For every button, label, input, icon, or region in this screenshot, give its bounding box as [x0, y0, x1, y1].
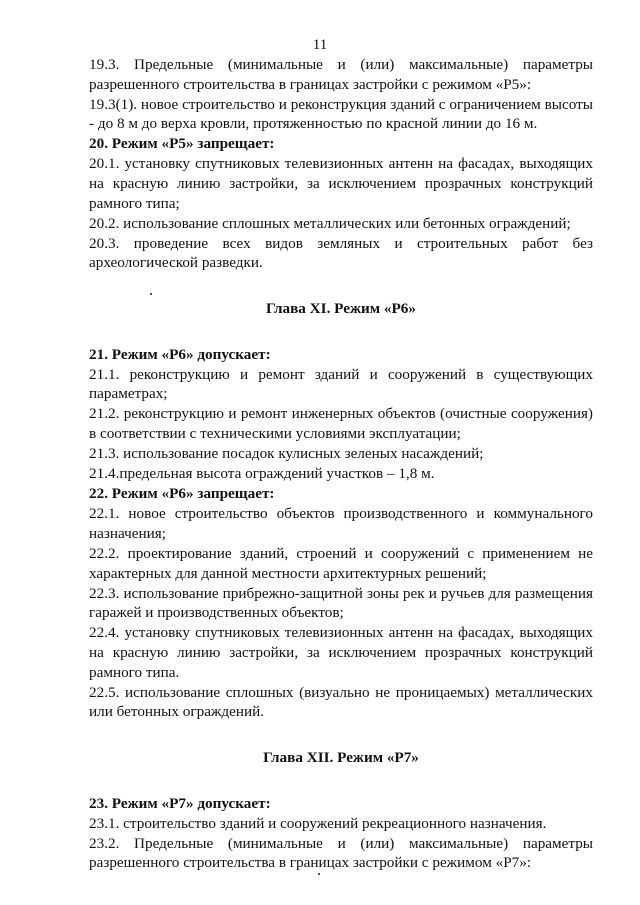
clause-21-4: 21.4.предельная высота ограждений участков – 1,8 м. — [89, 465, 435, 483]
clause-20-1: 20.1. установку спутниковых телевизионных антенн на фасадах, выходящих на красную линию застройки, за исключением прозрачных конструкций рамного типа; — [89, 155, 593, 212]
clause-19-3: 19.3. Предельные (минимальные и (или) максимальные) параметры разрешенного строительства в границах застройки с режимом «Р5»: — [89, 56, 593, 93]
clause-20-3: 20.3. проведение всех видов земляных и строительных работ без археологической разведки. — [89, 234, 593, 272]
clause-22-2: 22.2. проектирование зданий, строений и сооружений с применением не характерных для данной местности архитектурных решений; — [89, 545, 593, 582]
section-20-heading: 20. Режим «Р5» запрещает: — [89, 135, 275, 153]
clause-22-3: 22.3. использование прибрежно-защитной зоны рек и ручьев для размещения гаражей и производственных объектов; — [89, 584, 593, 622]
document-body — [89, 55, 593, 873]
clause-22-5: 22.5. использование сплошных (визуально не проницаемых) металлических или бетонных ограждений. — [89, 683, 593, 721]
chapter-11-title: Глава XI. Режим «Р6» — [266, 300, 416, 318]
page-number: 11 — [312, 37, 328, 53]
clause-23-2: 23.2. Предельные (минимальные и (или) максимальные) параметры разрешенного строительства в границах застройки с режимом «Р7»: — [89, 834, 593, 872]
section-23-heading: 23. Режим «Р7» допускает: — [89, 794, 271, 812]
clause-20-2: 20.2. использование сплошных металлических или бетонных ограждений; — [89, 214, 571, 232]
scan-speck — [318, 873, 320, 875]
chapter-12-title: Глава XII. Режим «Р7» — [263, 748, 419, 766]
clause-21-3: 21.3. использование посадок кулисных зеленых насаждений; — [89, 445, 484, 463]
section-21-heading: 21. Режим «Р6» допускает: — [89, 345, 271, 363]
scan-speck — [150, 293, 152, 295]
clause-19-3-1: 19.3(1). новое строительство и реконструкция зданий с ограничением высоты - до 8 м до верха кровли, протяженностью по красной линии до 16 м. — [89, 95, 593, 133]
clause-22-4: 22.4. установку спутниковых телевизионных антенн на фасадах, выходящих на красную линию застройки, за исключением прозрачных конструкций рамного типа. — [89, 624, 593, 681]
clause-21-2: 21.2. реконструкцию и ремонт инженерных объектов (очистные сооружения) в соответствии с техническими условиями эксплуатации; — [89, 405, 593, 442]
clause-23-1: 23.1. строительство зданий и сооружений рекреационного назначения. — [89, 814, 547, 832]
section-22-heading: 22. Режим «Р6» запрещает: — [89, 485, 275, 503]
clause-22-1: 22.1. новое строительство объектов производственного и коммунального назначения; — [89, 505, 593, 542]
clause-21-1: 21.1. реконструкцию и ремонт зданий и сооружений в существующих параметрах; — [89, 365, 593, 403]
